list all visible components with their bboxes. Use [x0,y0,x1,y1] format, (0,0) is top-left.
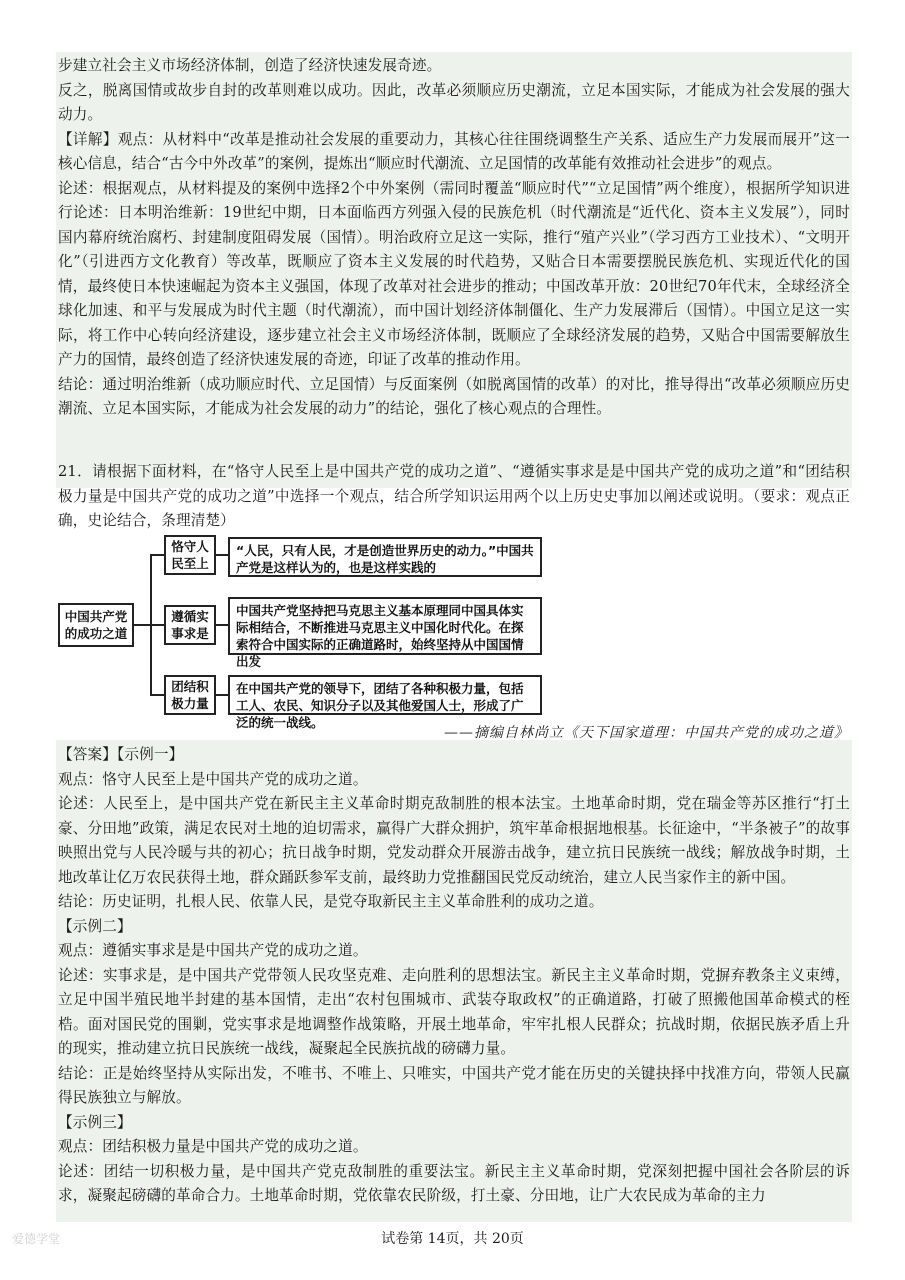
material-source: ——摘编自林尚立《天下国家道理：中国共产党的成功之道》 [444,725,849,741]
paragraph: 步建立社会主义市场经济体制，创造了经济快速发展奇迹。 [58,57,442,74]
diagram-root: 中国共产党的成功之道 [58,603,134,647]
material-diagram [58,533,850,730]
branch-label-people: 恪守人民至上 [164,535,216,575]
quote-unity: 在中国共产党的领导下，团结了各种积极力量，包括工人、农民、知识分子以及其他爱国人士，形成了广泛的统一战线。 [228,675,542,715]
connector [216,624,228,626]
answer-text-top [58,54,850,422]
paragraph: 【详解】观点：从材料中“改革是推动社会发展的重要动力，其核心往往围绕调整生产关系、适应生产力发展而展开”这一核心信息，结合“古今中外改革”的案例，提炼出“顺应时代潮流、立足国情的改革能有效推动社会进步”的观点。 [58,130,850,172]
question-21 [58,460,850,534]
quote-people: “人民，只有人民，才是创造世界历史的动力。”中国共产党是这样认为的，也是这样实践的 [228,537,542,577]
connector [216,554,228,556]
connector [216,694,228,696]
question-text: 21．请根据下面材料，在“恪守人民至上是中国共产党的成功之道”、“遵循实事求是是中国共产党的成功之道”和“团结积极力量是中国共产党的成功之道”中选择一个观点，结合所学知识运用两个以上历史史事加以阐述或说明。（要求：观点正确，史论结合，条理清楚） [58,463,850,529]
paragraph: 论述：实事求是，是中国共产党带领人民攻坚克难、走向胜利的思想法宝。新民主主义革命时期，党摒弃教条主义束缚，立足中国半殖民地半封建的基本国情，走出“农村包围城市、武装夺取政权”的正确道路，打破了照搬他国革命模式的桎梏。面对国民党的围剿，党实事求是地调整作战策略，开展土地革命，牢牢扎根人民群众；抗战时期，依据民族矛盾上升的现实，推动建立抗日民族统一战线，凝聚起全民族抗战的磅礴力量。 [58,966,850,1057]
paragraph: 论述：团结一切积极力量，是中国共产党克敌制胜的重要法宝。新民主主义革命时期，党深刻把握中国社会各阶层的诉求，凝聚起磅礴的革命合力。土地革命时期，党依靠农民阶级，打土豪、分田地，让广大农民成为革命的主力 [58,1162,850,1204]
paragraph: 【示例三】 [58,1113,132,1131]
connector [150,694,164,696]
branch-label-unity: 团结积极力量 [164,675,216,715]
paragraph: 【答案】【示例一】 [58,746,184,763]
paragraph: 观点：遵循实事求是是中国共产党的成功之道。 [58,942,368,959]
paragraph: 观点：恪守人民至上是中国共产党的成功之道。 [58,770,368,788]
connector [150,554,164,556]
watermark: 爱德学堂 [12,1232,61,1246]
paragraph: 论述：根据观点，从材料提及的案例中选择2个中外案例（需同时覆盖“顺应时代”“立足国情”两个维度），根据所学知识进行论述：日本明治维新：19世纪中期，日本面临西方列强入侵的民族危机（时代潮流是“近代化、资本主义发展”），同时国内幕府统治腐朽、封建制度阻碍发展（国情）。明治政府立足这一实际，推行“殖产兴业”（学习西方工业技术）、“文明开化”（引进西方文化教育）等改革，既顺应了资本主义发展的时代趋势，又贴合日本需要摆脱民族危机、实现近代化的国情，最终使日本快速崛起为资本主义强国，体现了改革对社会进步的推动；中国改革开放：20世纪70年代末，全球经济全球化加速、和平与发展成为时代主题（时代潮流），而中国计划经济体制僵化、生产力发展滞后（国情）。中国立足这一实际，将工作中心转向经济建设，逐步建立社会主义市场经济体制，既顺应了全球经济发展的趋势，又贴合中国需要解放生产力的国情，最终创造了经济快速发展的奇迹，印证了改革的推动作用。 [58,179,850,368]
branch-label-facts: 遵循实事求是 [164,605,216,645]
paragraph: 论述：人民至上，是中国共产党在新民主主义革命时期克敌制胜的根本法宝。土地革命时期，党在瑞金等苏区推行“打土豪、分田地”政策，满足农民对土地的迫切需求，赢得广大群众拥护，筑牢革命根据地根基。长征途中，“半条被子”的故事映照出党与人民冷暖与共的初心；抗日战争时期，党发动群众开展游击战争，建立抗日民族统一战线；解放战争时期，土地改革让亿万农民获得土地，群众踊跃参军支前，最终助力党推翻国民党反动统治，建立人民当家作主的新中国。 [58,795,850,886]
paragraph: 结论：历史证明，扎根人民、依靠人民，是党夺取新民主主义革命胜利的成功之道。 [58,893,604,910]
paragraph: 结论：通过明治维新（成功顺应时代、立足国情）与反面案例（如脱离国情的改革）的对比，推导得出“改革必须顺应历史潮流、立足本国实际，才能成为社会发展的动力”的结论，强化了核心观点的合理性。 [58,375,850,417]
answer-text-bottom [58,743,850,1209]
page-footer: 试卷第 14页，共 20页 [381,1231,524,1247]
paragraph: 【示例二】 [58,917,132,935]
connector [150,624,164,626]
paragraph: 结论：正是始终坚持从实际出发，不唯书、不唯上、只唯实，中国共产党才能在历史的关键抉择中找准方向，带领人民赢得民族独立与解放。 [58,1064,850,1106]
quote-facts: 中国共产党坚持把马克思主义基本原理同中国具体实际相结合，不断推进马克思主义中国化时代化。在探索符合中国实际的正确道路时，始终坚持从中国国情出发 [228,597,542,655]
paragraph: 观点：团结积极力量是中国共产党的成功之道。 [58,1138,368,1155]
paragraph: 反之，脱离国情或故步自封的改革则难以成功。因此，改革必须顺应历史潮流，立足本国实际，才能成为社会发展的强大动力。 [58,81,850,123]
